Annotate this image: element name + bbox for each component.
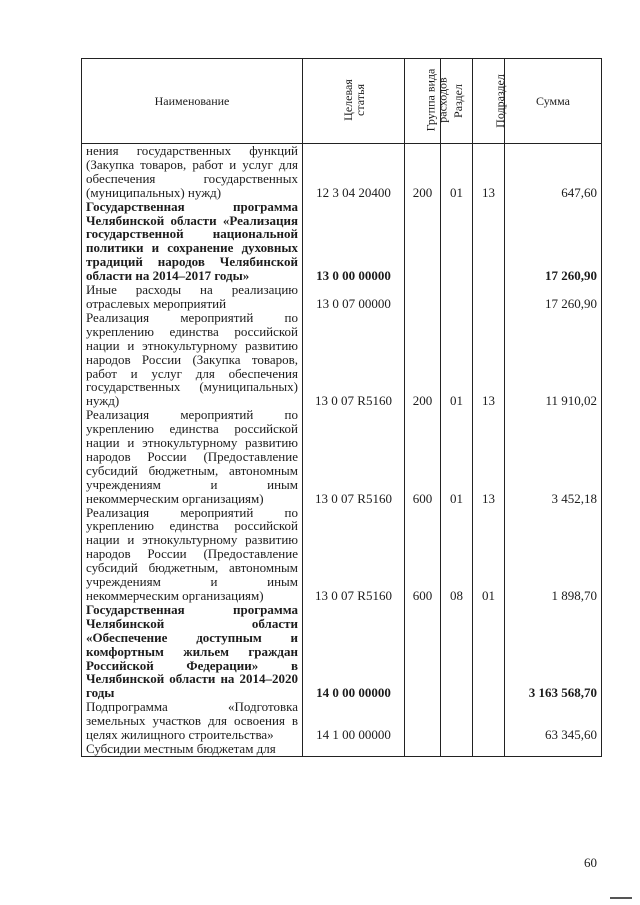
cell-name: Подпрограмма «Подготовка земельных участков для освоения в целях жилищного строительства»	[82, 700, 303, 742]
cell-expense-group: 200	[405, 144, 441, 200]
table-row	[82, 408, 602, 505]
cell-expense-group: 600	[405, 408, 441, 505]
header-target-article: Целевая статья	[303, 59, 405, 144]
cell-expense-group	[405, 742, 441, 756]
cell-name: Государственная программа Челябинской области «Реализация государственной национальной политики и сохранение духовных традиций народов Челябинской области на 2014–2017 годы»	[82, 200, 303, 283]
cell-subsection: 01	[473, 506, 505, 603]
cell-expense-group	[405, 603, 441, 700]
cell-section: 01	[441, 408, 473, 505]
cell-section	[441, 700, 473, 742]
cell-subsection	[473, 603, 505, 700]
cell-section	[441, 283, 473, 311]
cell-sum: 1 898,70	[505, 506, 602, 603]
cell-expense-group	[405, 700, 441, 742]
cell-name: Реализация мероприятий по укреплению единства российской нации и этнокультурному развитию народов России (Закупка товаров, работ и услуг для обеспечения государственных (муниципальных) нужд)	[82, 311, 303, 408]
cell-sum	[505, 742, 602, 756]
table-header	[82, 59, 602, 144]
table-row	[82, 700, 602, 742]
cell-subsection	[473, 742, 505, 756]
cell-subsection: 13	[473, 311, 505, 408]
cell-target-article: 13 0 07 R5160	[303, 408, 405, 505]
table-row	[82, 506, 602, 603]
header-name: Наименование	[82, 59, 303, 144]
cell-expense-group	[405, 200, 441, 283]
cell-target-article: 14 0 00 00000	[303, 603, 405, 700]
table-body	[82, 144, 602, 757]
table-row	[82, 603, 602, 700]
cell-sum: 3 452,18	[505, 408, 602, 505]
cell-name: Реализация мероприятий по укреплению единства российской нации и этнокультурному развитию народов России (Предоставление субсидий бюджетным, автономным учреждениям и иным некоммерческим организациям)	[82, 506, 303, 603]
scan-mark	[610, 897, 632, 899]
cell-target-article	[303, 742, 405, 756]
cell-sum: 647,60	[505, 144, 602, 200]
table-row	[82, 144, 602, 200]
table-row	[82, 283, 602, 311]
cell-target-article: 13 0 07 R5160	[303, 311, 405, 408]
cell-section: 01	[441, 144, 473, 200]
cell-section	[441, 603, 473, 700]
cell-name: Иные расходы на реализацию отраслевых мероприятий	[82, 283, 303, 311]
cell-section	[441, 200, 473, 283]
cell-target-article: 13 0 07 R5160	[303, 506, 405, 603]
cell-expense-group: 200	[405, 311, 441, 408]
cell-sum: 63 345,60	[505, 700, 602, 742]
header-section: Раздел	[441, 59, 473, 144]
table-row	[82, 311, 602, 408]
cell-sum: 11 910,02	[505, 311, 602, 408]
page-number: 60	[584, 855, 597, 870]
cell-name: Субсидии местным бюджетам для	[82, 742, 303, 756]
cell-sum: 17 260,90	[505, 283, 602, 311]
header-subsection: Подраздел	[473, 59, 505, 144]
cell-expense-group	[405, 283, 441, 311]
cell-target-article: 14 1 00 00000	[303, 700, 405, 742]
cell-name: Государственная программа Челябинской области «Обеспечение доступным и комфортным жильем граждан Российской Федерации» в Челябинской области на 2014–2020 годы	[82, 603, 303, 700]
cell-subsection	[473, 200, 505, 283]
cell-section: 08	[441, 506, 473, 603]
cell-section	[441, 742, 473, 756]
header-sum: Сумма	[505, 59, 602, 144]
cell-name: Реализация мероприятий по укреплению единства российской нации и этнокультурному развитию народов России (Предоставление субсидий бюджетным, автономным учреждениям и иным некоммерческим организациям)	[82, 408, 303, 505]
cell-sum: 17 260,90	[505, 200, 602, 283]
cell-subsection	[473, 283, 505, 311]
cell-section: 01	[441, 311, 473, 408]
table-row	[82, 742, 602, 756]
cell-subsection: 13	[473, 408, 505, 505]
cell-subsection: 13	[473, 144, 505, 200]
cell-target-article: 13 0 07 00000	[303, 283, 405, 311]
budget-table	[81, 58, 602, 757]
cell-sum: 3 163 568,70	[505, 603, 602, 700]
table-row	[82, 200, 602, 283]
cell-subsection	[473, 700, 505, 742]
cell-target-article: 13 0 00 00000	[303, 200, 405, 283]
cell-expense-group: 600	[405, 506, 441, 603]
header-expense-group: Группа вида расходов	[405, 59, 441, 144]
cell-name: нения государственных функций (Закупка товаров, работ и услуг для обеспечения государственных (муниципальных) нужд)	[82, 144, 303, 200]
cell-target-article: 12 3 04 20400	[303, 144, 405, 200]
